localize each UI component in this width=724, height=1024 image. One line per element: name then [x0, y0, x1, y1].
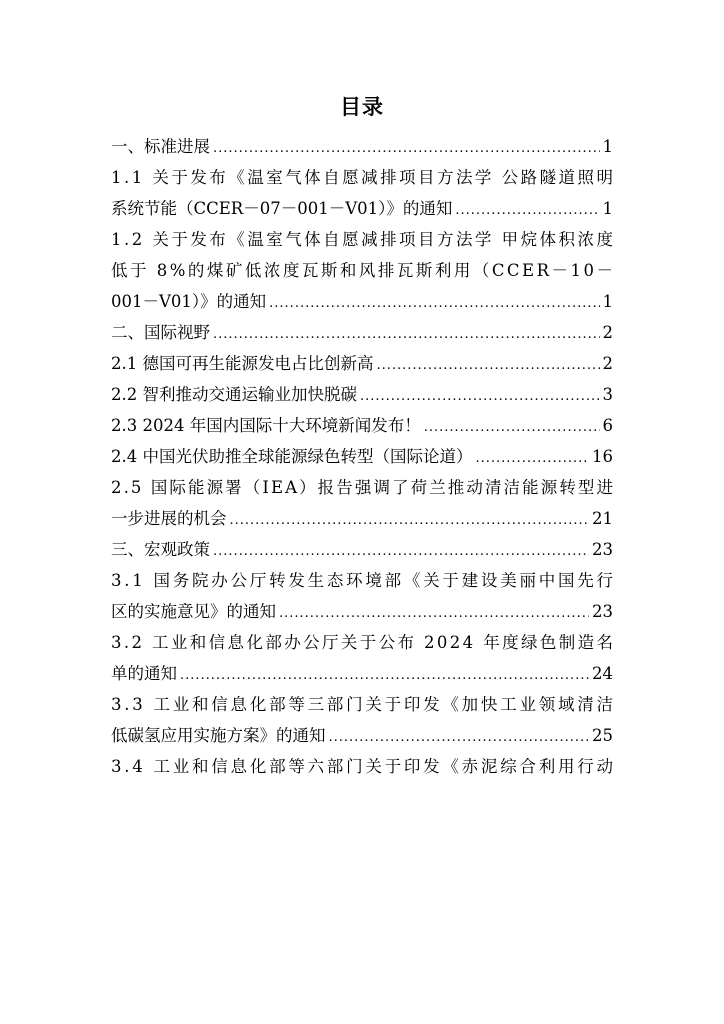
page-number: 2 — [602, 354, 613, 373]
entry-title-line: 2.2 智利推动交通运输业加快脱碳 — [111, 385, 357, 404]
section-number: 二、 — [111, 323, 144, 342]
toc-item-entry[interactable] — [111, 472, 616, 534]
page-number: 25 — [592, 726, 613, 745]
toc-section-entry[interactable] — [111, 317, 613, 348]
entry-title-line: 低于 8%的煤矿低浓度瓦斯和风排瓦斯利用（CCER－10－ — [111, 261, 616, 280]
toc-line — [111, 720, 613, 751]
toc-line — [111, 193, 613, 224]
toc-item-entry[interactable] — [111, 224, 616, 317]
page-number: 1 — [602, 137, 613, 156]
toc-line — [111, 348, 613, 379]
page-title: 目录 — [340, 95, 384, 119]
toc-section-entry[interactable] — [111, 131, 613, 162]
toc-line — [111, 596, 613, 627]
page-number: 16 — [592, 447, 613, 466]
section-number: 三、 — [111, 540, 144, 559]
page-number: 1 — [602, 292, 613, 311]
toc-line — [111, 565, 616, 596]
page-number: 1 — [602, 199, 613, 218]
section-title: 宏观政策 — [144, 540, 210, 559]
toc-item-entry[interactable] — [111, 565, 616, 627]
entry-title-line: 系统节能（CCER－07－001－V01）》的通知 — [111, 199, 453, 218]
page-number: 3 — [602, 385, 613, 404]
entry-title-line: 区的实施意见》的通知 — [111, 602, 276, 621]
entry-title-line: 2.1 德国可再生能源发电占比创新高 — [111, 354, 374, 373]
toc-line — [111, 162, 616, 193]
page-number: 2 — [602, 323, 613, 342]
dot-leader — [377, 350, 600, 381]
toc-item-entry[interactable] — [111, 162, 616, 224]
entry-title-line: 2.3 2024 年国内国际十大环境新闻发布！ — [111, 416, 421, 435]
toc-item-entry[interactable] — [111, 627, 616, 689]
dot-leader — [213, 536, 589, 567]
page-number: 23 — [592, 540, 613, 559]
toc-line — [111, 658, 613, 689]
page-number: 6 — [602, 416, 613, 435]
dot-leader — [230, 505, 590, 536]
toc-item-entry[interactable] — [111, 689, 616, 751]
toc-line — [111, 255, 616, 286]
toc-line — [111, 534, 613, 565]
entry-title-line: 一步进展的机会 — [111, 509, 227, 528]
entry-title-line: 1.1 关于发布《温室气体自愿减排项目方法学 公路隧道照明 — [111, 168, 616, 187]
page-number: 21 — [592, 509, 613, 528]
dot-leader — [279, 598, 589, 629]
toc-line — [111, 379, 613, 410]
section-title: 标准进展 — [144, 137, 210, 156]
entry-title-line: 单的通知 — [111, 664, 177, 683]
entry-title-line: 001－V01）》的通知 — [111, 292, 267, 311]
toc-item-entry[interactable] — [111, 441, 613, 472]
table-of-contents — [111, 131, 616, 782]
toc-line — [111, 131, 613, 162]
toc-line — [111, 751, 616, 782]
toc-line — [111, 627, 616, 658]
entry-title-line: 3.1 国务院办公厅转发生态环境部《关于建设美丽中国先行 — [111, 571, 616, 590]
entry-title-line: 3.4 工业和信息化部等六部门关于印发《赤泥综合利用行动 — [111, 757, 616, 776]
toc-section-entry[interactable] — [111, 534, 613, 565]
dot-leader — [424, 412, 600, 443]
section-title: 国际视野 — [144, 323, 210, 342]
toc-line — [111, 441, 613, 472]
dot-leader — [213, 133, 600, 164]
page-number: 24 — [592, 664, 613, 683]
toc-line — [111, 317, 613, 348]
entry-title-line: 3.3 工业和信息化部等三部门关于印发《加快工业领域清洁 — [111, 695, 616, 714]
entry-title-line: 低碳氢应用实施方案》的通知 — [111, 726, 326, 745]
toc-item-entry[interactable] — [111, 348, 613, 379]
toc-line — [111, 224, 616, 255]
dot-leader — [180, 660, 589, 691]
entry-title-line: 3.2 工业和信息化部办公厅关于公布 2024 年度绿色制造名 — [111, 633, 616, 652]
dot-leader — [455, 195, 599, 226]
section-number: 一、 — [111, 137, 144, 156]
dot-leader — [269, 288, 599, 319]
toc-line — [111, 472, 616, 503]
toc-line — [111, 410, 613, 441]
dot-leader — [360, 381, 600, 412]
dot-leader — [329, 722, 590, 753]
entry-title-line: 2.4 中国光伏助推全球能源绿色转型（国际论道） — [111, 447, 473, 466]
page-number: 23 — [592, 602, 613, 621]
toc-item-entry[interactable] — [111, 751, 616, 782]
dot-leader — [213, 319, 600, 350]
entry-title-line: 2.5 国际能源署（IEA）报告强调了荷兰推动清洁能源转型进 — [111, 478, 616, 497]
toc-line — [111, 286, 613, 317]
dot-leader — [476, 443, 590, 474]
toc-line — [111, 689, 616, 720]
entry-title-line: 1.2 关于发布《温室气体自愿减排项目方法学 甲烷体积浓度 — [111, 230, 616, 249]
toc-line — [111, 503, 613, 534]
toc-item-entry[interactable] — [111, 410, 613, 441]
toc-item-entry[interactable] — [111, 379, 613, 410]
